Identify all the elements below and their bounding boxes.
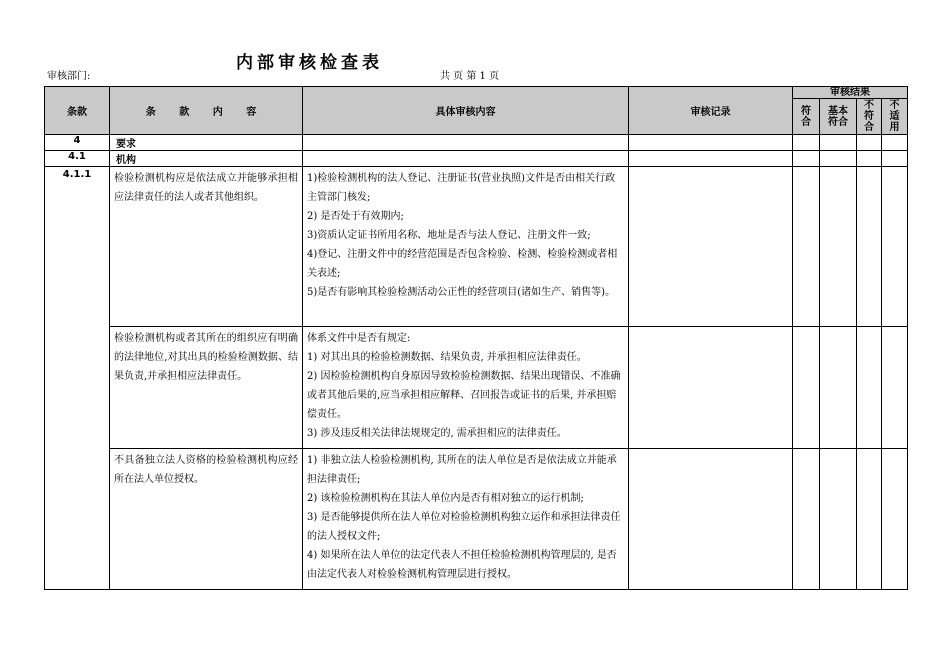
result-basic-conform[interactable] (820, 167, 857, 327)
clause-title: 要求 (110, 135, 303, 151)
header-clause-content: 条 款 内 容 (110, 87, 303, 135)
audit-record[interactable] (629, 167, 793, 327)
result-conform[interactable] (793, 327, 820, 449)
header-row-1 (45, 87, 908, 99)
clause-content: 检验检测机构或者其所在的组织应有明确的法律地位,对其出具的检验检测数据、结果负责,并承担相应法律责任。 (110, 327, 303, 449)
clause-number: 4.1.1 (45, 167, 110, 590)
header-na: 不适用 (882, 99, 908, 135)
table-row (45, 151, 908, 167)
header-detail: 具体审核内容 (303, 87, 629, 135)
result-na[interactable] (882, 449, 908, 590)
clause-content: 检验检测机构应是依法成立并能够承担相应法律责任的法人或者其他组织。 (110, 167, 303, 327)
audit-detail: 体系文件中是否有规定: 1) 对其出具的检验检测数据、结果负责, 并承担相应法律责任。 2) 因检验检测机构自身原因导致检验检测数据、结果出现错误、不准确或者其他后果的,应当承担相应解释、召回报告或证书的后果, 并承担赔偿责任。 3) 涉及违反相关法律法规规定的, 需承担相应的法律责任。 (303, 327, 629, 449)
result-nonconform[interactable] (857, 167, 882, 327)
result-na[interactable] (882, 327, 908, 449)
clause-content: 不具备独立法人资格的检验检测机构应经所在法人单位授权。 (110, 449, 303, 590)
result-nonconform[interactable] (857, 327, 882, 449)
clause-number: 4.1 (45, 151, 110, 167)
page-info: 共 页 第 1 页 (440, 71, 500, 82)
result-basic-conform[interactable] (820, 327, 857, 449)
header-conform: 符合 (793, 99, 820, 135)
header-clause: 条款 (45, 87, 110, 135)
table-row (45, 449, 908, 590)
table-row (45, 135, 908, 151)
header-record: 审核记录 (629, 87, 793, 135)
header-basic-conform: 基本符合 (820, 99, 857, 135)
table-row (45, 167, 908, 327)
audit-department-label: 审核部门: (47, 71, 91, 82)
table-row (45, 327, 908, 449)
audit-record[interactable] (629, 327, 793, 449)
clause-title: 机构 (110, 151, 303, 167)
header-nonconform: 不符合 (857, 99, 882, 135)
audit-checklist-table (44, 86, 908, 590)
result-conform[interactable] (793, 167, 820, 327)
header-result: 审核结果 (793, 87, 908, 99)
result-na[interactable] (882, 167, 908, 327)
result-nonconform[interactable] (857, 449, 882, 590)
page-title: 内部审核检查表 (236, 53, 383, 73)
result-basic-conform[interactable] (820, 449, 857, 590)
result-conform[interactable] (793, 449, 820, 590)
audit-record[interactable] (629, 449, 793, 590)
clause-number: 4 (45, 135, 110, 151)
audit-detail: 1)检验检测机构的法人登记、注册证书(营业执照)文件是否由相关行政主管部门核发; 2) 是否处于有效期内; 3)资质认定证书所用名称、地址是否与法人登记、注册文件一致; 4)登记、注册文件中的经营范围是否包含检验、检测、检验检测或者相关表述; 5)是否有影响其检验检测活动公正性的经营项目(诸如生产、销售等)。 (303, 167, 629, 327)
audit-detail: 1) 非独立法人检验检测机构, 其所在的法人单位是否是依法成立并能承担法律责任; 2) 该检验检测机构在其法人单位内是否有相对独立的运行机制; 3) 是否能够提供所在法人单位对检验检测机构独立运作和承担法律责任的法人授权文件; 4) 如果所在法人单位的法定代表人不担任检验检测机构管理层的, 是否由法定代表人对检验检测机构管理层进行授权。 (303, 449, 629, 590)
